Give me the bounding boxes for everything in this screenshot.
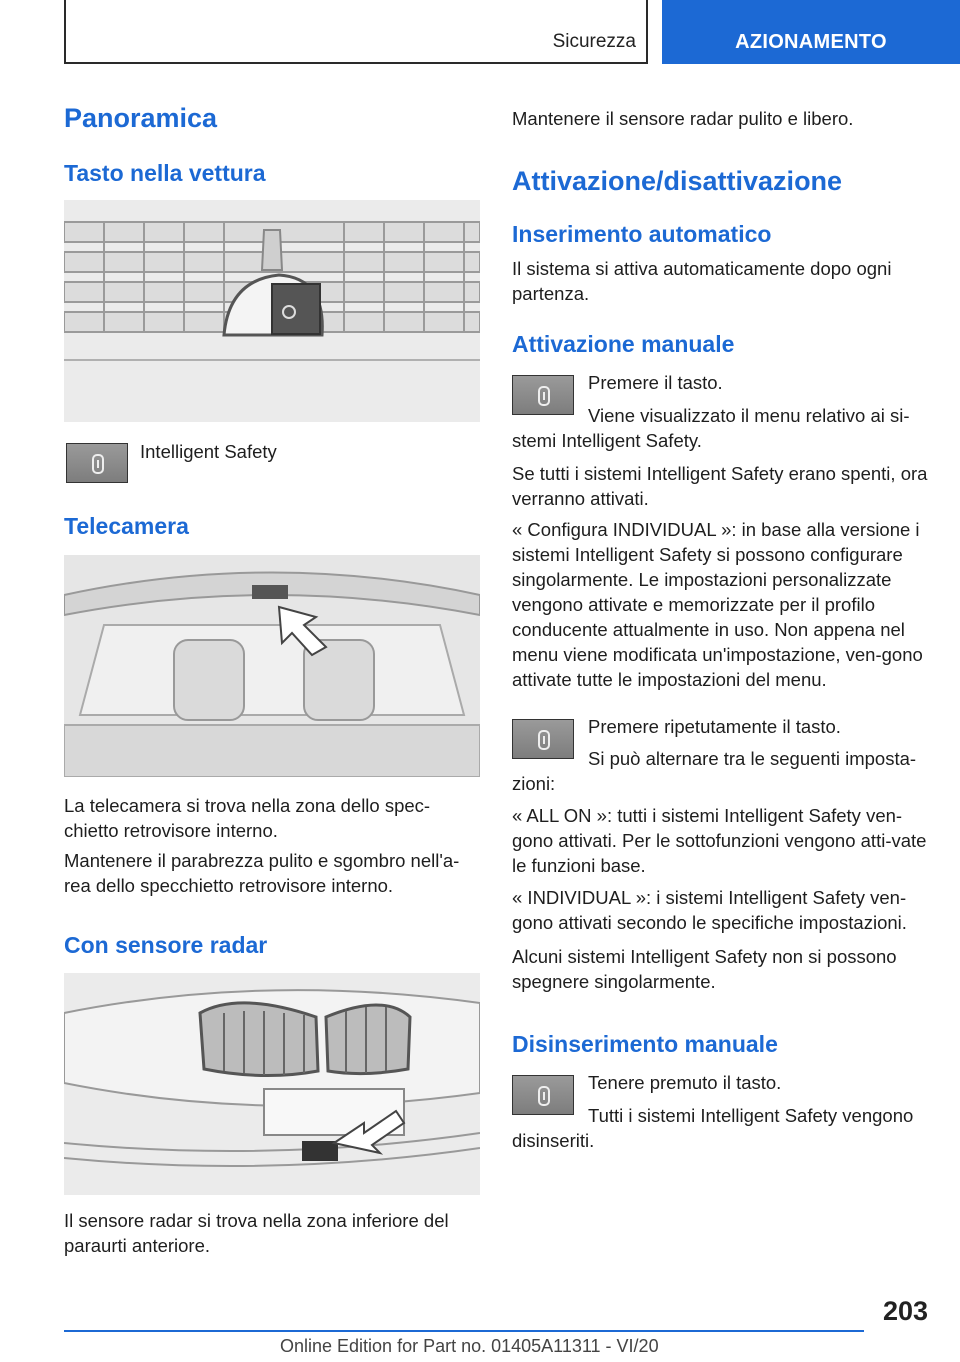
heading-disinserimento: Disinserimento manuale [512, 1031, 778, 1057]
manual-paragraph-1: Viene visualizzato il menu relativo ai si-stemi Intelligent Safety. [512, 405, 910, 451]
repeat-step: Premere ripetutamente il tasto. [588, 716, 841, 737]
manual-paragraph-2: Se tutti i sistemi Intelligent Safety erano spenti, ora verranno attivati. [512, 463, 928, 509]
disins-paragraph: Tutti i sistemi Intelligent Safety vengono disinseriti. [512, 1105, 914, 1151]
header-section: Sicurezza [552, 31, 636, 52]
heading-telecamera: Telecamera [64, 513, 189, 539]
figure-radar-bumper [64, 973, 480, 1195]
footer-edition: Online Edition for Part no. 01405A11311 - VI/20 [280, 1336, 659, 1356]
disins-step: Tenere premuto il tasto. [588, 1072, 782, 1093]
footer-divider [64, 1330, 864, 1332]
heading-inserimento-automatico: Inserimento automatico [512, 221, 772, 247]
radar-paragraph-2: Mantenere il sensore radar pulito e libero. [512, 108, 854, 129]
page-title: Panoramica [64, 103, 218, 133]
telecamera-paragraph-1: La telecamera si trova nella zona dello spec-chietto retrovisore interno. [64, 795, 431, 841]
heading-attivazione-manuale: Attivazione manuale [512, 331, 735, 357]
intelligent-safety-button-icon [66, 443, 128, 483]
figure-button-grille [64, 200, 480, 422]
telecamera-paragraph-2: Mantenere il parabrezza pulito e sgombro nell'a-rea dello specchietto retrovisore interno. [64, 850, 460, 896]
heading-attivazione: Attivazione/disattivazione [512, 166, 843, 196]
header-chapter: AZIONAMENTO [662, 0, 960, 64]
heading-tasto: Tasto nella vettura [64, 160, 266, 186]
manual-paragraph-3: « Configura INDIVIDUAL »: in base alla versione i sistemi Intelligent Safety si possono configurare singolarmente. Le impostazioni personalizzate vengono attivate e memorizzate per il profilo conducente attualmente in uso. Non appena nel menu viene modificata un'impostazione, ven-gono attivate tutte le impostazioni del menu. [512, 519, 923, 690]
repeat-paragraph-1: Si può alternare tra le seguenti imposta-zioni: [512, 748, 917, 794]
manual-step-1: Premere il tasto. [588, 372, 723, 393]
figure-camera-interior [64, 555, 480, 777]
repeat-paragraph-4: Alcuni sistemi Intelligent Safety non si possono spegnere singolarmente. [512, 946, 897, 992]
button-caption: Intelligent Safety [140, 441, 277, 462]
auto-paragraph: Il sistema si attiva automaticamente dopo ogni partenza. [512, 258, 892, 304]
page-number: 203 [882, 1296, 928, 1326]
repeat-paragraph-2: « ALL ON »: tutti i sistemi Intelligent Safety ven-gono attivati. Per le sottofunzioni vengono atti-vate le funzioni base. [512, 805, 927, 876]
repeat-paragraph-3: « INDIVIDUAL »: i sistemi Intelligent Safety ven-gono attivati secondo le specifiche impostazioni. [512, 887, 907, 933]
radar-paragraph-1: Il sensore radar si trova nella zona inferiore del paraurti anteriore. [64, 1210, 449, 1256]
heading-radar: Con sensore radar [64, 932, 268, 958]
